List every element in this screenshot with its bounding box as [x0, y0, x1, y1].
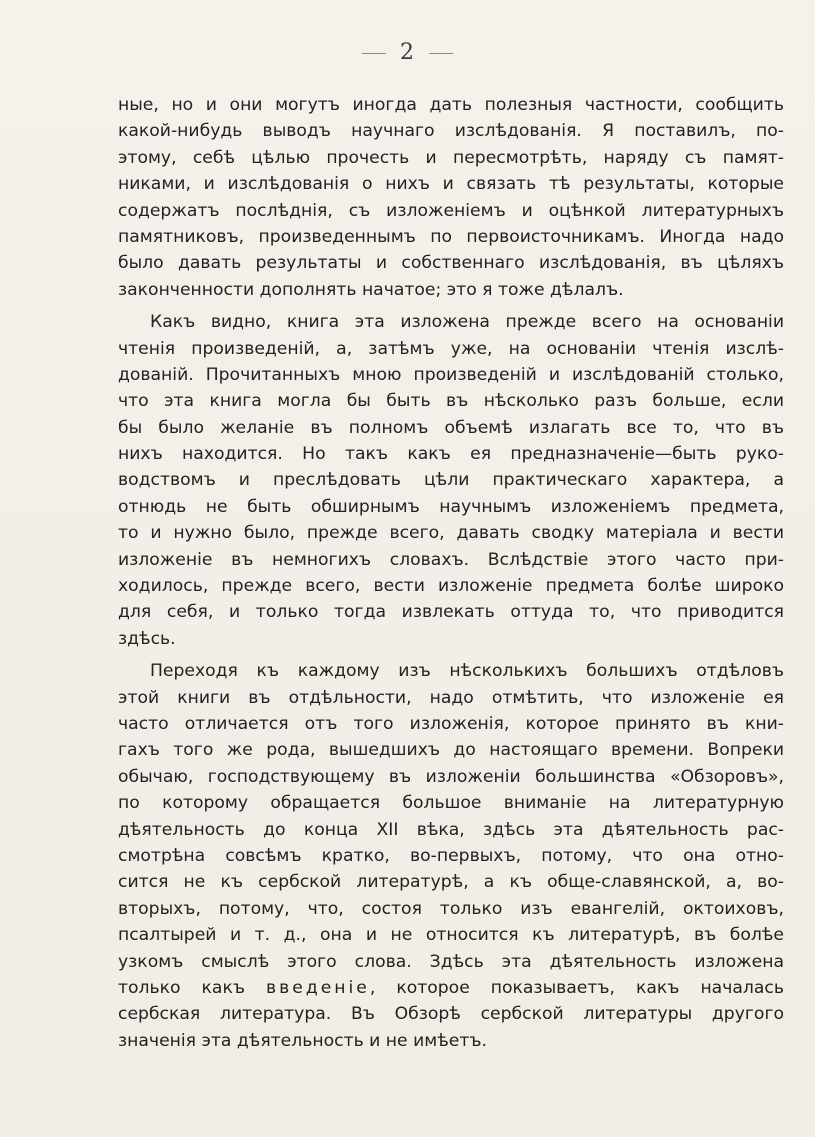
text-line: сится не къ сербской литературѣ, а къ обще-славянской, а, во- [118, 872, 784, 893]
paragraph-3 [118, 658, 784, 1054]
text-line: по которому обращается большое вниманіе на литературную [118, 793, 784, 814]
text-line: ные, но и они могутъ иногда дать полезныя частности, сообщить [118, 95, 784, 115]
text-line: нихъ находится. Но такъ какъ ея предназначеніе—быть руко- [118, 444, 784, 465]
text-line: никами, и изслѣдованія о нихъ и связать тѣ результаты, которые [118, 174, 784, 195]
text-line: дованій. Прочитанныхъ мною произведеній и изслѣдованій столько, [118, 364, 784, 385]
text-line: бы было желаніе въ полномъ объемѣ излагать все то, что въ [118, 417, 784, 438]
paragraph-2 [118, 309, 784, 652]
text-line: обычаю, господствующему въ изложеніи большинства «Обзоровъ», [118, 766, 784, 787]
text-line: здѣсь. [118, 628, 176, 649]
text-line: содержатъ послѣднія, съ изложеніемъ и оцѣнкой литературныхъ [118, 200, 784, 221]
text-line: гахъ того же рода, вышедшихъ до настоящаго времени. Вопреки [118, 740, 784, 761]
text-line: этой книги въ отдѣльности, надо отмѣтить, что изложеніе ея [118, 687, 784, 708]
page-number: 2 [400, 40, 415, 65]
text-line: ходилось, прежде всего, вести изложеніе предмета болѣе широко [118, 576, 784, 597]
text-line: водствомъ и преслѣдовать цѣли практическаго характера, а [118, 470, 784, 491]
text-line: значенія эта дѣятельность и не имѣетъ. [118, 1030, 487, 1051]
text-line: то и нужно было, прежде всего, давать сводку матеріала и вести [118, 523, 784, 544]
text-line: вторыхъ, потому, что, состоя только изъ евангелій, октоиховъ, [118, 898, 784, 919]
text-line: смотрѣна совсѣмъ кратко, во-первыхъ, потому, что она отно- [118, 845, 784, 866]
text-line: чтенія произведеній, а, затѣмъ уже, на основаніи чтенія изслѣ- [118, 338, 784, 359]
left-dash [362, 53, 386, 54]
text-line: псалтырей и т. д., она и не относится къ литературѣ, въ болѣе [118, 925, 784, 946]
text-line: Переходя къ каждому изъ нѣсколькихъ большихъ отдѣловъ [150, 661, 784, 682]
text-line: этому, себѣ цѣлью прочесть и пересмотрѣть, наряду съ памят- [118, 147, 784, 168]
text-line: памятниковъ, произведеннымъ по первоисточникамъ. Иногда надо [118, 226, 784, 247]
text-line: дѣятельность до конца XII вѣка, здѣсь эта дѣятельность рас- [118, 819, 784, 840]
text-line: для себя, и только тогда извлекать оттуда то, что приводится [118, 602, 784, 623]
text-line: законченности дополнять начатое; это я тоже дѣлалъ. [118, 279, 624, 300]
paragraph-1 [118, 92, 784, 303]
text-line: изложеніе въ немногихъ словахъ. Вслѣдствіе этого часто при- [118, 549, 784, 570]
body-text [118, 92, 784, 1054]
spaced-emphasis-word: введеніе [265, 977, 370, 998]
text-line: какой-нибудь выводъ научнаго изслѣдованія. Я поставилъ, по- [118, 121, 784, 142]
text-line: что эта книга могла бы быть въ нѣсколько разъ больше, если [118, 391, 784, 412]
text-line: узкомъ смыслѣ этого слова. Здѣсь эта дѣятельность изложена [118, 951, 784, 972]
emph-prefix: только какъ [118, 977, 266, 998]
text-line-emphasis [118, 975, 784, 1001]
emph-suffix: , которое показываетъ, какъ началась [369, 977, 784, 998]
text-line: сербская литература. Въ Обзорѣ сербской литературы другого [118, 1004, 784, 1025]
text-line: Какъ видно, книга эта изложена прежде всего на основаніи [150, 312, 784, 333]
text-line: часто отличается отъ того изложенія, которое принято въ кни- [118, 713, 784, 734]
text-line: отнюдь не быть обширнымъ научнымъ изложеніемъ предмета, [118, 496, 784, 517]
page-number-header [0, 40, 815, 65]
text-line: было давать результаты и собственнаго изслѣдованія, въ цѣляхъ [118, 253, 784, 274]
right-dash [429, 53, 453, 54]
